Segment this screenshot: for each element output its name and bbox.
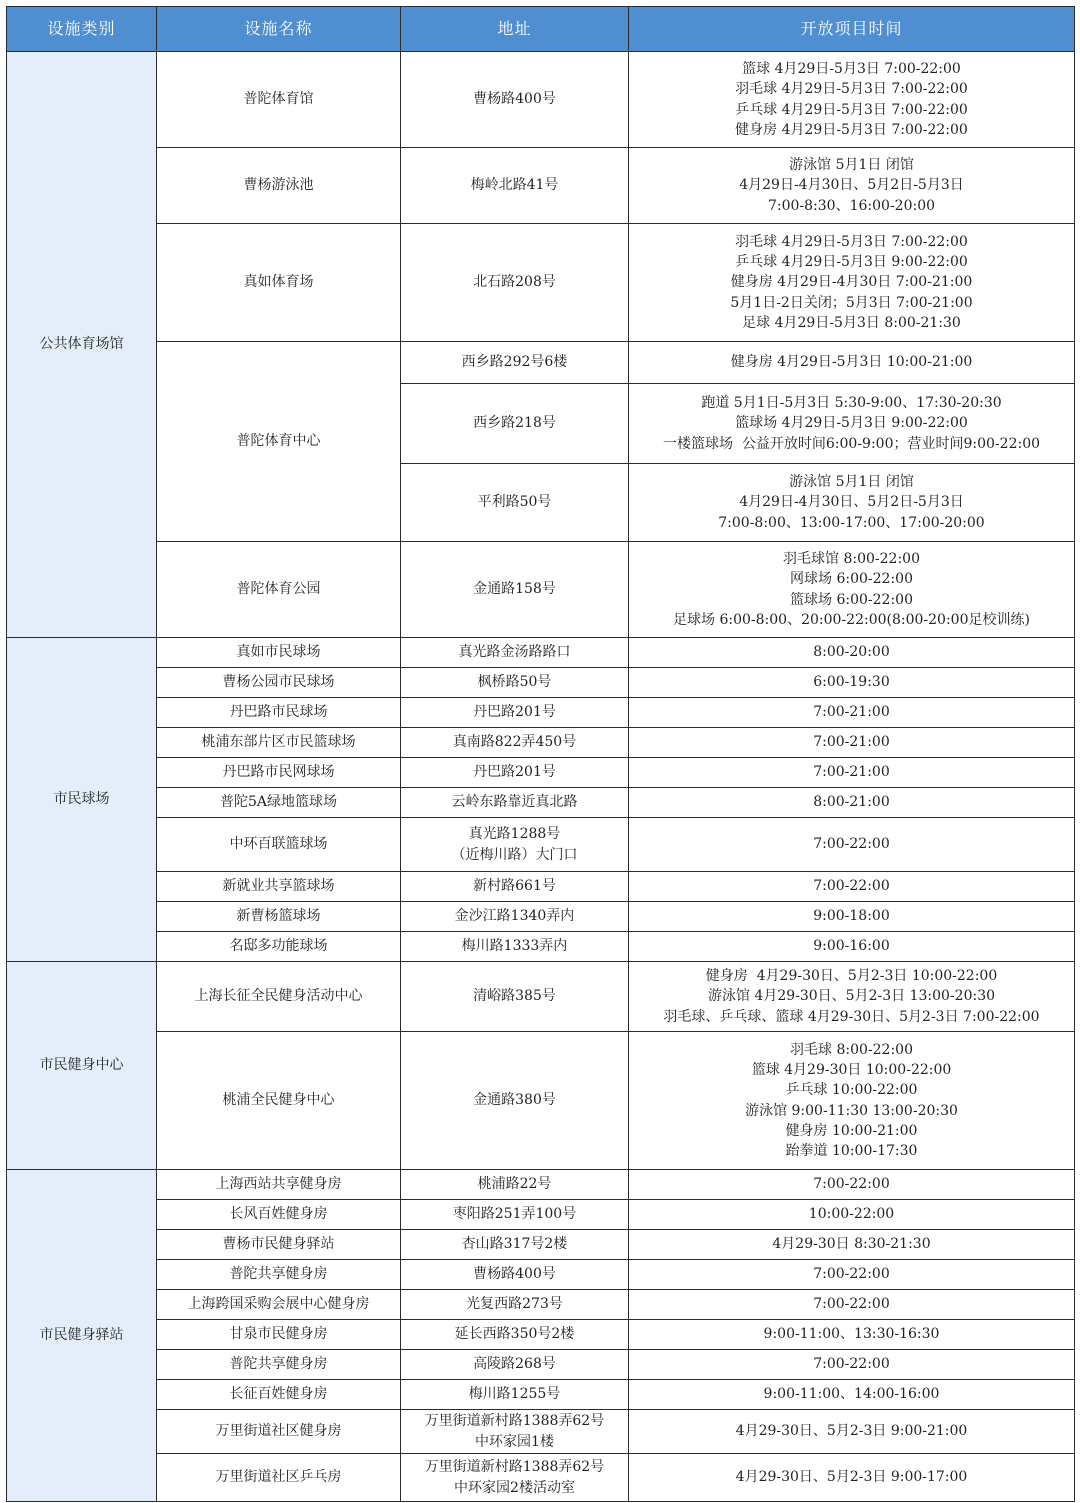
facility-name-cell: 新就业共享篮球场 — [157, 872, 401, 902]
facility-address-cell: 真光路金汤路路口 — [401, 638, 629, 668]
table-row — [7, 1170, 1075, 1200]
facility-name-cell: 普陀体育馆 — [157, 52, 401, 148]
opening-hours-cell: 7:00-22:00 — [629, 1260, 1075, 1290]
table-row — [7, 872, 1075, 902]
opening-hours-cell: 7:00-22:00 — [629, 872, 1075, 902]
table-row — [7, 728, 1075, 758]
facility-name-cell: 万里街道社区乒乓房 — [157, 1454, 401, 1502]
facility-address-cell: 光复西路273号 — [401, 1290, 629, 1320]
facility-address-cell: 万里街道新村路1388弄62号 中环家园2楼活动室 — [401, 1454, 629, 1502]
opening-hours-cell: 7:00-22:00 — [629, 1350, 1075, 1380]
opening-hours-cell: 7:00-21:00 — [629, 698, 1075, 728]
facility-name-cell: 桃浦全民健身中心 — [157, 1032, 401, 1170]
table-row — [7, 758, 1075, 788]
opening-hours-cell: 羽毛球 4月29日-5月3日 7:00-22:00 乒乓球 4月29日-5月3日 9:00-22:00 健身房 4月29日-4月30日 7:00-21:00 5月1日-2日关闭；5月3日 7:00-21:00 足球 4月29日-5月3日 8:00-21:30 — [629, 224, 1075, 342]
opening-hours-cell: 9:00-11:00、13:30-16:30 — [629, 1320, 1075, 1350]
facility-address-cell: 枣阳路251弄100号 — [401, 1200, 629, 1230]
table-row — [7, 542, 1075, 638]
facility-name-cell: 普陀5A绿地篮球场 — [157, 788, 401, 818]
facility-name-cell: 真如市民球场 — [157, 638, 401, 668]
facility-name-cell: 曹杨游泳池 — [157, 148, 401, 224]
facility-address-cell: 清峪路385号 — [401, 962, 629, 1032]
table-row — [7, 52, 1075, 148]
facility-address-cell: 梅川路1333弄内 — [401, 932, 629, 962]
facility-address-cell: 西乡路218号 — [401, 384, 629, 464]
opening-hours-cell: 9:00-11:00、14:00-16:00 — [629, 1380, 1075, 1410]
table-row — [7, 148, 1075, 224]
facility-address-cell: 延长西路350号2楼 — [401, 1320, 629, 1350]
facility-name-cell: 新曹杨篮球场 — [157, 902, 401, 932]
table-row — [7, 932, 1075, 962]
facility-name-cell: 上海跨国采购会展中心健身房 — [157, 1290, 401, 1320]
facility-address-cell: 梅川路1255号 — [401, 1380, 629, 1410]
facility-address-cell: 真光路1288号 （近梅川路）大门口 — [401, 818, 629, 872]
facility-address-cell: 金通路380号 — [401, 1032, 629, 1170]
opening-hours-cell: 跑道 5月1日-5月3日 5:30-9:00、17:30-20:30 篮球场 4月29日-5月3日 9:00-22:00 一楼篮球场 公益开放时间6:00-9:00；营业时间9:00-22:00 — [629, 384, 1075, 464]
table-row — [7, 1410, 1075, 1454]
opening-hours-cell: 8:00-20:00 — [629, 638, 1075, 668]
facility-name-cell: 普陀体育中心 — [157, 342, 401, 542]
table-row — [7, 1032, 1075, 1170]
facility-name-cell: 丹巴路市民球场 — [157, 698, 401, 728]
table-body — [7, 52, 1075, 1502]
facility-address-cell: 曹杨路400号 — [401, 52, 629, 148]
table-row — [7, 788, 1075, 818]
col-header-name: 设施名称 — [157, 7, 401, 52]
facility-name-cell: 丹巴路市民网球场 — [157, 758, 401, 788]
table-row — [7, 638, 1075, 668]
opening-hours-cell: 健身房 4月29-30日、5月2-3日 10:00-22:00 游泳馆 4月29-30日、5月2-3日 13:00-20:30 羽毛球、乒乓球、篮球 4月29-30日、5月2-3日 7:00-22:00 — [629, 962, 1075, 1032]
facility-address-cell: 枫桥路50号 — [401, 668, 629, 698]
facility-address-cell: 真南路822弄450号 — [401, 728, 629, 758]
opening-hours-cell: 6:00-19:30 — [629, 668, 1075, 698]
table-row — [7, 1454, 1075, 1502]
opening-hours-cell: 游泳馆 5月1日 闭馆 4月29日-4月30日、5月2日-5月3日 7:00-8:30、16:00-20:00 — [629, 148, 1075, 224]
header-row — [7, 7, 1075, 52]
table-header — [7, 7, 1075, 52]
table-row — [7, 1380, 1075, 1410]
facility-name-cell: 名邸多功能球场 — [157, 932, 401, 962]
opening-hours-cell: 8:00-21:00 — [629, 788, 1075, 818]
col-header-hours: 开放项目时间 — [629, 7, 1075, 52]
facility-address-cell: 曹杨路400号 — [401, 1260, 629, 1290]
opening-hours-cell: 7:00-22:00 — [629, 1170, 1075, 1200]
facility-schedule-table — [6, 6, 1075, 1502]
opening-hours-cell: 羽毛球馆 8:00-22:00 网球场 6:00-22:00 篮球场 6:00-22:00 足球场 6:00-8:00、20:00-22:00(8:00-20:00足校训练) — [629, 542, 1075, 638]
facility-address-cell: 万里街道新村路1388弄62号 中环家园1楼 — [401, 1410, 629, 1454]
table-row — [7, 1290, 1075, 1320]
opening-hours-cell: 4月29-30日、5月2-3日 9:00-21:00 — [629, 1410, 1075, 1454]
opening-hours-cell: 健身房 4月29日-5月3日 10:00-21:00 — [629, 342, 1075, 384]
facility-address-cell: 杏山路317号2楼 — [401, 1230, 629, 1260]
table-row — [7, 1320, 1075, 1350]
facility-name-cell: 长风百姓健身房 — [157, 1200, 401, 1230]
opening-hours-cell: 4月29-30日、5月2-3日 9:00-17:00 — [629, 1454, 1075, 1502]
facility-name-cell: 万里街道社区健身房 — [157, 1410, 401, 1454]
opening-hours-cell: 7:00-21:00 — [629, 758, 1075, 788]
facility-address-cell: 丹巴路201号 — [401, 698, 629, 728]
facility-name-cell: 甘泉市民健身房 — [157, 1320, 401, 1350]
opening-hours-cell: 10:00-22:00 — [629, 1200, 1075, 1230]
facility-name-cell: 上海西站共享健身房 — [157, 1170, 401, 1200]
facility-address-cell: 金通路158号 — [401, 542, 629, 638]
opening-hours-cell: 羽毛球 8:00-22:00 篮球 4月29-30日 10:00-22:00 乒乓球 10:00-22:00 游泳馆 9:00-11:30 13:00-20:30 健身房 10:00-21:00 跆拳道 10:00-17:30 — [629, 1032, 1075, 1170]
opening-hours-cell: 9:00-18:00 — [629, 902, 1075, 932]
facility-address-cell: 高陵路268号 — [401, 1350, 629, 1380]
opening-hours-cell: 7:00-22:00 — [629, 818, 1075, 872]
facility-name-cell: 普陀体育公园 — [157, 542, 401, 638]
facility-category-cell: 市民健身中心 — [7, 962, 157, 1170]
facility-name-cell: 普陀共享健身房 — [157, 1350, 401, 1380]
table-row — [7, 1350, 1075, 1380]
col-header-address: 地址 — [401, 7, 629, 52]
table-row — [7, 1230, 1075, 1260]
facility-address-cell: 新村路661号 — [401, 872, 629, 902]
facility-name-cell: 上海长征全民健身活动中心 — [157, 962, 401, 1032]
facility-address-cell: 平利路50号 — [401, 464, 629, 542]
facility-category-cell: 市民健身驿站 — [7, 1170, 157, 1502]
facility-address-cell: 金沙江路1340弄内 — [401, 902, 629, 932]
opening-hours-cell: 7:00-21:00 — [629, 728, 1075, 758]
facility-address-cell: 梅岭北路41号 — [401, 148, 629, 224]
opening-hours-cell: 篮球 4月29日-5月3日 7:00-22:00 羽毛球 4月29日-5月3日 7:00-22:00 乒乓球 4月29日-5月3日 7:00-22:00 健身房 4月29日-5月3日 7:00-22:00 — [629, 52, 1075, 148]
table-row — [7, 698, 1075, 728]
table-row — [7, 962, 1075, 1032]
facility-address-cell: 云岭东路靠近真北路 — [401, 788, 629, 818]
facility-address-cell: 丹巴路201号 — [401, 758, 629, 788]
opening-hours-cell: 4月29-30日 8:30-21:30 — [629, 1230, 1075, 1260]
col-header-category: 设施类别 — [7, 7, 157, 52]
facility-address-cell: 北石路208号 — [401, 224, 629, 342]
opening-hours-cell: 7:00-22:00 — [629, 1290, 1075, 1320]
facility-name-cell: 中环百联篮球场 — [157, 818, 401, 872]
facility-category-cell: 市民球场 — [7, 638, 157, 962]
facility-name-cell: 桃浦东部片区市民篮球场 — [157, 728, 401, 758]
table-row — [7, 902, 1075, 932]
facility-name-cell: 普陀共享健身房 — [157, 1260, 401, 1290]
facility-name-cell: 长征百姓健身房 — [157, 1380, 401, 1410]
opening-hours-cell: 9:00-16:00 — [629, 932, 1075, 962]
facility-address-cell: 西乡路292号6楼 — [401, 342, 629, 384]
opening-hours-cell: 游泳馆 5月1日 闭馆 4月29日-4月30日、5月2日-5月3日 7:00-8:00、13:00-17:00、17:00-20:00 — [629, 464, 1075, 542]
facility-category-cell: 公共体育场馆 — [7, 52, 157, 638]
table-row — [7, 818, 1075, 872]
facility-address-cell: 桃浦路22号 — [401, 1170, 629, 1200]
facility-name-cell: 曹杨公园市民球场 — [157, 668, 401, 698]
table-row — [7, 224, 1075, 342]
facility-name-cell: 真如体育场 — [157, 224, 401, 342]
table-row — [7, 1260, 1075, 1290]
table-row — [7, 668, 1075, 698]
facility-name-cell: 曹杨市民健身驿站 — [157, 1230, 401, 1260]
table-row — [7, 342, 1075, 384]
table-row — [7, 1200, 1075, 1230]
